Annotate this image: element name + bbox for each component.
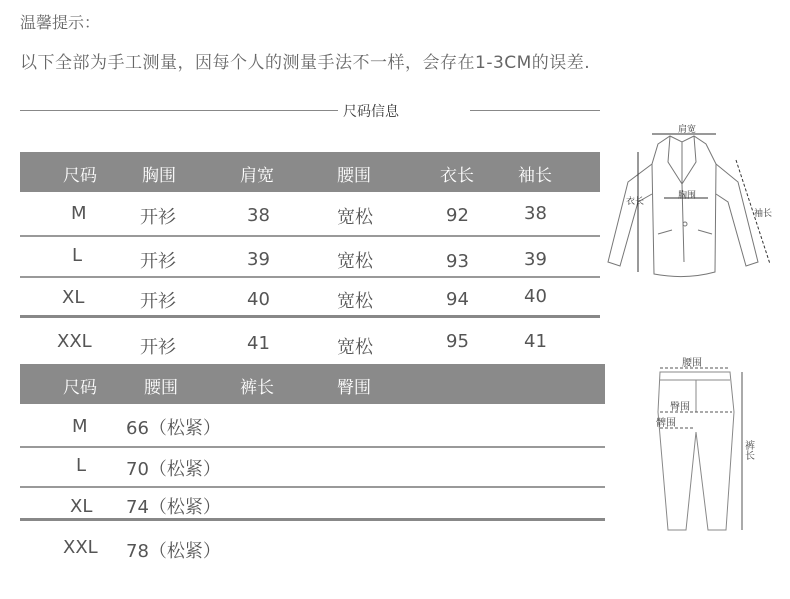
row-separator [20,315,600,318]
row-separator [20,486,605,488]
header-shoulder: 肩宽 [240,166,274,186]
section-rule-left [20,110,338,111]
notice-text: 以下全部为手工测量，因每个人的测量手法不一样，会存在1-3CM的误差. [20,53,591,73]
pants-length-label: 裤长 [742,440,754,460]
notice-title: 温馨提示： [20,13,101,32]
header-size: 尺码 [63,378,97,398]
section-title: 尺码信息 [343,104,399,120]
row-separator [20,518,605,521]
jacket-sleeve-label: 袖长 [754,209,773,219]
section-rule-right [470,110,600,111]
header-hip: 臀围 [337,378,371,398]
bottom-table-header [20,364,605,404]
row-separator [20,276,600,278]
jacket-diagram [598,122,788,290]
row-separator [20,446,605,448]
header-length: 衣长 [440,166,474,186]
jacket-chest-label: 胸围 [678,191,697,201]
header-chest: 胸围 [142,166,176,186]
header-sleeve: 袖长 [518,166,552,186]
pants-thigh-label: 髀围 [656,418,676,429]
pants-hip-label: 臀围 [670,402,690,413]
row-separator [20,235,600,237]
jacket-shoulder-label: 肩宽 [678,125,697,135]
header-waist: 腰围 [337,166,371,186]
header-size: 尺码 [63,166,97,186]
pants-diagram [630,352,780,537]
pants-waist-label: 腰围 [682,358,702,369]
header-waist: 腰围 [144,378,178,398]
top-table-header [20,152,600,192]
header-pants-length: 裤长 [240,378,274,398]
jacket-length-label: 衣长 [626,197,645,207]
